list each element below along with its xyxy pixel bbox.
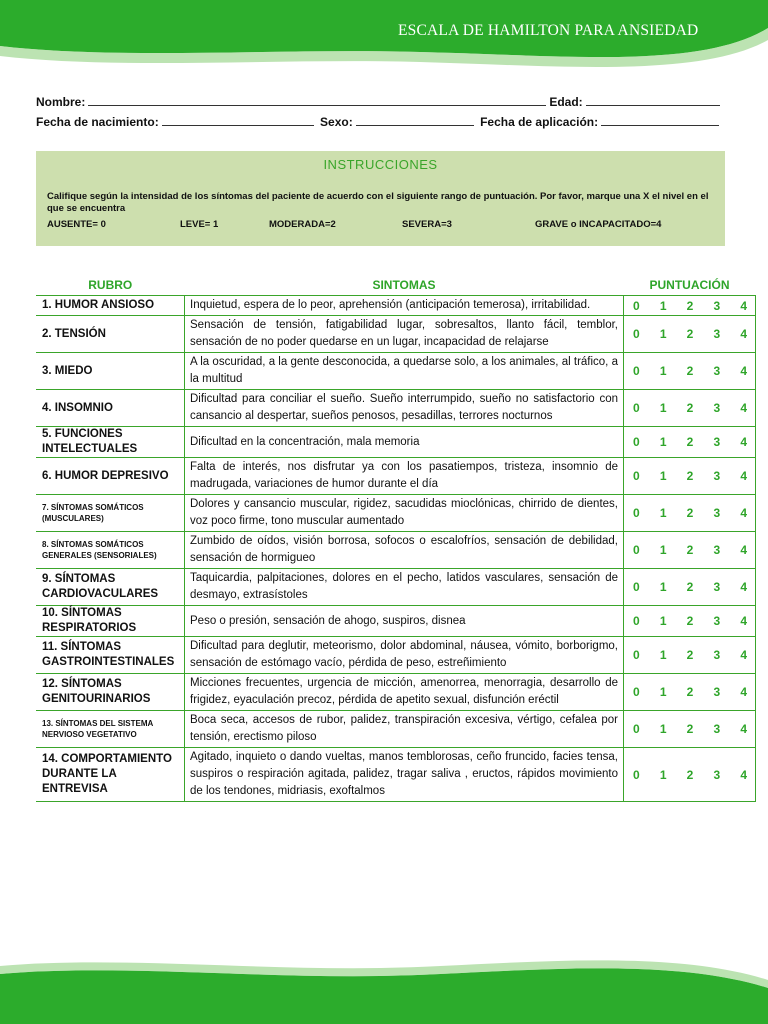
score-option[interactable]: 4: [740, 506, 747, 520]
sintomas-cell: Agitado, inquieto o dando vueltas, manos temblorosas, ceño fruncido, facies tensa, suspiros o respiración agitada, palidez, tragar saliva , eructos, rápidos movimiento de los tendones, midriasis, exoftalmos: [185, 748, 624, 802]
score-option[interactable]: 2: [686, 543, 694, 557]
table-row: [36, 606, 756, 637]
score-option[interactable]: 1: [659, 685, 667, 699]
table-row: [36, 390, 756, 427]
score-option[interactable]: 1: [659, 543, 667, 557]
score-option[interactable]: 0: [633, 401, 640, 415]
table-row: [36, 316, 756, 353]
score-option[interactable]: 2: [686, 401, 694, 415]
score-option[interactable]: 4: [740, 469, 747, 483]
score-option[interactable]: 3: [713, 506, 721, 520]
rubro-cell: 5. FUNCIONES INTELECTUALES: [42, 428, 138, 455]
score-option[interactable]: 3: [713, 767, 721, 782]
aplicacion-label: Fecha de aplicación:: [480, 115, 599, 129]
rubro-cell: 2. TENSIÓN: [42, 327, 106, 340]
puntuacion-cell: [624, 569, 756, 606]
score-option[interactable]: 2: [686, 722, 694, 736]
score-option[interactable]: 1: [659, 614, 667, 628]
score-option[interactable]: 0: [633, 298, 640, 313]
rubro-cell: 12. SÍNTOMAS GENITOURINARIOS: [42, 678, 151, 705]
score-option[interactable]: 1: [659, 327, 667, 341]
table-row: [36, 427, 756, 458]
nacimiento-label: Fecha de nacimiento:: [36, 115, 159, 129]
scale-grave: GRAVE o INCAPACITADO=4: [535, 219, 662, 230]
scale-severa: SEVERA=3: [402, 219, 452, 230]
sintomas-cell: Taquicardia, palpitaciones, dolores en el pecho, latidos vasculares, sensación de desmayo, extrasístoles: [185, 569, 624, 606]
score-option[interactable]: 3: [713, 469, 721, 483]
score-option[interactable]: 2: [686, 435, 694, 449]
score-option[interactable]: 2: [686, 469, 694, 483]
score-options: [624, 364, 755, 378]
sintomas-cell: Falta de interés, nos disfrutar ya con los pasatiempos, tristeza, insomnio de madrugada, variaciones de humor durante el día: [185, 458, 624, 495]
score-option[interactable]: 0: [633, 327, 640, 341]
score-option[interactable]: 1: [659, 435, 667, 449]
header-wave: [0, 0, 768, 80]
score-option[interactable]: 1: [659, 648, 667, 662]
score-option[interactable]: 0: [633, 648, 640, 662]
rubro-cell: 4. INSOMNIO: [42, 401, 113, 414]
rubro-cell: 11. SÍNTOMAS GASTROINTESTINALES: [42, 641, 175, 668]
puntuacion-cell: [624, 495, 756, 532]
rubro-cell: 10. SÍNTOMAS RESPIRATORIOS: [42, 607, 137, 634]
score-option[interactable]: 4: [740, 327, 747, 341]
score-options: [624, 506, 755, 520]
score-option[interactable]: 4: [740, 648, 747, 662]
score-options: [624, 722, 755, 736]
table-body: [36, 296, 756, 802]
table-row: [36, 532, 756, 569]
sintomas-cell: Inquietud, espera de lo peor, aprehensión (anticipación temerosa), irritabilidad.: [185, 296, 624, 316]
aplicacion-field[interactable]: [601, 114, 719, 126]
score-option[interactable]: 4: [740, 685, 747, 699]
score-option[interactable]: 4: [740, 364, 747, 378]
sexo-label: Sexo:: [320, 115, 353, 129]
score-option[interactable]: 0: [633, 506, 640, 520]
header-rubro: RUBRO: [88, 278, 133, 292]
score-option[interactable]: 3: [713, 364, 721, 378]
score-option[interactable]: 4: [740, 298, 747, 313]
score-option[interactable]: 1: [659, 580, 667, 594]
edad-label: Edad:: [549, 95, 583, 109]
nacimiento-field[interactable]: [162, 114, 314, 126]
score-options: [624, 299, 755, 313]
score-option[interactable]: 0: [633, 685, 640, 699]
form-line-2: [36, 114, 722, 129]
score-options: [624, 685, 755, 699]
score-options: [624, 401, 755, 415]
puntuacion-cell: [624, 748, 756, 802]
sintomas-cell: Micciones frecuentes, urgencia de micción, amenorrea, menorragia, desarrollo de frigidez, eyaculación precoz, pérdida de apetito sexual, disfunción eréctil: [185, 674, 624, 711]
score-option[interactable]: 2: [686, 364, 694, 378]
table-row: [36, 637, 756, 674]
hamilton-table: [36, 275, 756, 802]
edad-field[interactable]: [586, 94, 720, 106]
score-option[interactable]: 0: [633, 580, 640, 594]
score-options: [624, 768, 755, 782]
puntuacion-cell: [624, 316, 756, 353]
score-option[interactable]: 3: [713, 435, 721, 449]
score-options: [624, 580, 755, 594]
score-option[interactable]: 4: [740, 401, 747, 415]
score-option[interactable]: 4: [740, 767, 747, 782]
table-row: [36, 495, 756, 532]
score-option[interactable]: 0: [633, 435, 640, 449]
sexo-field[interactable]: [356, 114, 474, 126]
puntuacion-cell: [624, 674, 756, 711]
score-option[interactable]: 0: [633, 543, 640, 557]
score-option[interactable]: 3: [713, 401, 721, 415]
sintomas-cell: Zumbido de oídos, visión borrosa, sofocos o escalofríos, sensación de debilidad, sensación de hormigueo: [185, 532, 624, 569]
score-option[interactable]: 1: [659, 401, 667, 415]
score-option[interactable]: 1: [659, 506, 667, 520]
rubro-cell: 3. MIEDO: [42, 364, 93, 377]
score-option[interactable]: 1: [659, 469, 667, 483]
sintomas-cell: Boca seca, accesos de rubor, palidez, transpiración excesiva, vértigo, cefalea por tensión, erectismo piloso: [185, 711, 624, 748]
score-option[interactable]: 3: [713, 614, 721, 628]
puntuacion-cell: [624, 296, 756, 316]
sintomas-cell: Sensación de tensión, fatigabilidad lugar, sobresaltos, llanto fácil, temblor, sensación de no poder quedarse en un lugar, incapacidad de relajarse: [185, 316, 624, 353]
score-option[interactable]: 2: [686, 298, 694, 313]
puntuacion-cell: [624, 390, 756, 427]
table-row: [36, 569, 756, 606]
score-options: [624, 614, 755, 628]
puntuacion-cell: [624, 606, 756, 637]
rubro-cell: 14. COMPORTAMIENTO DURANTE LA ENTREVISA: [42, 753, 172, 795]
score-option[interactable]: 3: [713, 648, 721, 662]
score-options: [624, 543, 755, 557]
table-row: [36, 458, 756, 495]
sintomas-cell: Dolores y cansancio muscular, rigidez, sacudidas mioclónicas, chirrido de dientes, voz poco firme, tono muscular aumentado: [185, 495, 624, 532]
score-option[interactable]: 4: [740, 722, 747, 736]
document-title: ESCALA DE HAMILTON PARA ANSIEDAD: [398, 22, 699, 39]
rubro-cell: 13. SÍNTOMAS DEL SISTEMA NERVIOSO VEGETATIVO: [42, 719, 153, 739]
sintomas-cell: Dificultad para conciliar el sueño. Sueño interrumpido, sueño no satisfactorio con cansancio al despertar, sueños penosos, pesadillas, terrores nocturnos: [185, 390, 624, 427]
puntuacion-cell: [624, 427, 756, 458]
table-row: [36, 296, 756, 316]
score-option[interactable]: 0: [633, 469, 640, 483]
footer-wave: [0, 944, 768, 1024]
instructions-text: Califique según la intensidad de los síntomas del paciente de acuerdo con el siguiente rango de puntuación. Por favor, marque una X el nivel en el que se encuentra: [47, 191, 709, 214]
score-option[interactable]: 2: [686, 767, 694, 782]
nombre-label: Nombre:: [36, 95, 86, 109]
scale-moderada: MODERADA=2: [269, 219, 336, 230]
table-row: [36, 748, 756, 802]
puntuacion-cell: [624, 353, 756, 390]
puntuacion-cell: [624, 711, 756, 748]
puntuacion-cell: [624, 637, 756, 674]
score-option[interactable]: 3: [713, 543, 721, 557]
score-option[interactable]: 0: [633, 364, 640, 378]
score-option[interactable]: 2: [686, 327, 694, 341]
score-options: [624, 327, 755, 341]
instructions-box: [36, 151, 725, 246]
sintomas-cell: Dificultad para deglutir, meteorismo, dolor abdominal, náusea, vómito, borborigmo, sensación de estómago vacío, pérdida de peso, estreñimiento: [185, 637, 624, 674]
puntuacion-cell: [624, 458, 756, 495]
table-row: [36, 674, 756, 711]
table-row: [36, 353, 756, 390]
score-option[interactable]: 3: [713, 327, 721, 341]
nombre-field[interactable]: [88, 94, 546, 106]
sintomas-cell: A la oscuridad, a la gente desconocida, a quedarse solo, a los animales, al tráfico, a la multitud: [185, 353, 624, 390]
score-option[interactable]: 1: [659, 364, 667, 378]
score-options: [624, 435, 755, 449]
score-option[interactable]: 1: [659, 767, 667, 782]
header-puntuacion: PUNTUACIÓN: [649, 278, 730, 292]
score-option[interactable]: 1: [659, 298, 667, 313]
score-option[interactable]: 1: [659, 722, 667, 736]
sintomas-cell: Peso o presión, sensación de ahogo, suspiros, disnea: [185, 606, 624, 637]
score-option[interactable]: 3: [713, 298, 721, 313]
score-option[interactable]: 0: [633, 767, 640, 782]
scale-ausente: AUSENTE= 0: [47, 219, 106, 230]
score-option[interactable]: 3: [713, 580, 721, 594]
table-row: [36, 711, 756, 748]
score-option[interactable]: 4: [740, 543, 747, 557]
score-options: [624, 648, 755, 662]
score-option[interactable]: 4: [740, 435, 747, 449]
form-line-1: [36, 94, 723, 109]
score-option[interactable]: 0: [633, 614, 640, 628]
score-option[interactable]: 3: [713, 685, 721, 699]
score-option[interactable]: 2: [686, 506, 694, 520]
scale-leve: LEVE= 1: [180, 219, 219, 230]
score-option[interactable]: 2: [686, 614, 694, 628]
score-option[interactable]: 0: [633, 722, 640, 736]
rubro-cell: 9. SÍNTOMAS CARDIOVACULARES: [42, 573, 159, 600]
instructions-title: INSTRUCCIONES: [323, 157, 438, 172]
score-options: [624, 469, 755, 483]
rubro-cell: 6. HUMOR DEPRESIVO: [42, 469, 169, 482]
rubro-cell: 7. SÍNTOMAS SOMÁTICOS (MUSCULARES): [42, 503, 144, 523]
header-sintomas: SINTOMAS: [372, 278, 436, 292]
score-option[interactable]: 2: [686, 685, 694, 699]
rubro-cell: 8. SÍNTOMAS SOMÁTICOS GENERALES (SENSORIALES): [42, 540, 157, 560]
puntuacion-cell: [624, 532, 756, 569]
rubro-cell: 1. HUMOR ANSIOSO: [42, 299, 155, 311]
score-option[interactable]: 2: [686, 648, 694, 662]
score-option[interactable]: 2: [686, 580, 694, 594]
score-option[interactable]: 3: [713, 722, 721, 736]
score-option[interactable]: 4: [740, 580, 747, 594]
sintomas-cell: Dificultad en la concentración, mala memoria: [185, 427, 624, 458]
score-option[interactable]: 4: [740, 614, 747, 628]
